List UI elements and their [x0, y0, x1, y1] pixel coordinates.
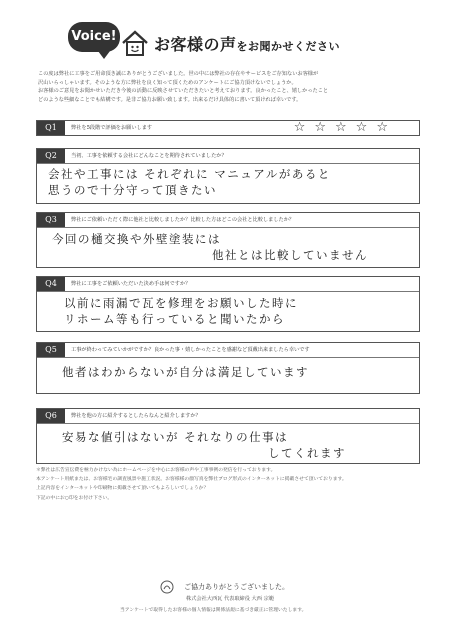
notes: [36, 466, 422, 503]
question-text: 工事が終わってみていかがですか？良かった事・嬉しかったことを感謝など頂戴出来ましたら幸いです: [71, 347, 310, 353]
title-tail: をお聞かせください: [236, 40, 341, 53]
answer-line: 安易な値引はないが それなりの仕事は: [62, 430, 289, 444]
question-q1: [36, 120, 420, 136]
intro-line: どのような些細なことでも結構です。是非ご協力お願い致します。出来るだけ具体的に書いて頂ければ幸いです。: [38, 96, 302, 103]
question-label: Q3: [37, 213, 65, 227]
intro-line: 沢山いらっしゃいます。そのような方に弊社を良く知って頂くためのアンケートにご協力頂けないでしょうか。: [38, 79, 297, 86]
footer-thanks: ご協力ありがとうございました。: [184, 583, 289, 591]
answer-line: してくれます: [268, 446, 346, 460]
question-label: Q5: [37, 343, 65, 357]
note-line: 本アンケート用紙または、お客様宅の調査風景や施工状況、お客様様の顔写真を弊社ブログ形式のインターネットに掲載させて頂いております。: [36, 477, 347, 483]
footer-company: 株式会社大西瓦 代表取締役 大西 宗範: [186, 596, 274, 602]
answer-line: 思うので十分守って頂きたい: [48, 183, 217, 197]
question-text: 弊社に工事をご依頼いただいた決め手は何ですか？: [71, 281, 191, 287]
question-label: Q1: [37, 121, 65, 135]
answer-line: 他者はわからないが自分は満足しています: [62, 365, 309, 379]
header: [68, 22, 398, 66]
question-label: Q4: [37, 277, 65, 291]
company-logo-icon: [160, 580, 174, 594]
note-line: 上記内容をインターネットや印刷物に掲載させて頂いてもよろしいでしょうか？: [36, 486, 209, 492]
rating-stars[interactable]: ☆☆☆☆☆: [293, 120, 397, 135]
voice-badge: Voice!: [68, 22, 120, 52]
question-label: Q2: [37, 149, 65, 163]
intro-line: この度は弊社に工事をご用命頂き誠にありがとうございました。世の中には弊社の存在やサービスをご存知ないお客様が: [38, 71, 319, 77]
title-main: お客様の声: [154, 35, 237, 54]
answer-line: リホーム等も行っていると聞いたから: [64, 312, 285, 326]
answer-line: 以前に雨漏で瓦を修理をお願いした時に: [64, 296, 298, 310]
answer-line: 会社や工事には それぞれに マニュアルがあると: [48, 167, 331, 181]
question-text: 弊社を他の方に紹介するとしたらなんと紹介しますか？: [71, 413, 201, 419]
intro-text: [38, 70, 418, 104]
answer-line: 今回の樋交換や外壁塗装には: [52, 232, 221, 246]
answer-line: 他社とは比較していません: [212, 248, 368, 262]
page-title: [154, 32, 340, 55]
house-icon: [120, 28, 150, 58]
note-line: 下記の中にお○印をお付け下さい。: [36, 495, 113, 501]
intro-line: お客様のご意見をお聞かせいただき今後の活動に反映させていただきたいと考えております。良かったこと、嬉しかったこと: [38, 88, 329, 95]
footer-privacy: 当アンケートで取得したお客様の個人情報は関係法規に基づき厳正に管理いたします。: [120, 608, 307, 613]
note-line: ＊弊社は広告宣伝費を極力かけない為にホームページを中心にお客様の声や工事事例の発信を行っております。: [36, 468, 276, 473]
question-text: 当初、工事を依頼する会社にどんなことを期待されていましたか？: [71, 153, 227, 159]
question-label: Q6: [37, 409, 65, 423]
question-text: 弊社を5段階で評価をお願いします: [71, 125, 153, 131]
question-text: 弊社にご依頼いただく際に他社と比較しましたか？比較した方はどこの会社と比較しましたか？: [71, 217, 295, 223]
